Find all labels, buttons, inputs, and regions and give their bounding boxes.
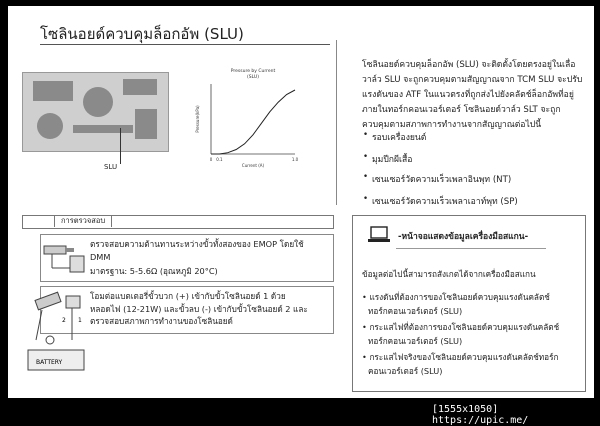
y-axis-label: Pressure(kPa) [195, 105, 200, 133]
valve-body-photo [22, 72, 169, 152]
chart-title: Pressure by Current [230, 69, 276, 74]
description-line: แรงดันของ ATF ในแนวตรงที่ถูกส่งไปยังคลัตช์ล็อกอัพที่อยู่ [362, 90, 574, 100]
scanner-item-line: ทอร์กคอนเวอร์เตอร์ (SLU) [368, 306, 463, 316]
x-tick-label: 0 [209, 157, 213, 162]
pressure-curve [211, 90, 295, 154]
scanner-item-line: • กระแสไฟจริงของโซลินอยด์ควบคุมแรงดันคลัตช์ทอร์ก [362, 352, 559, 362]
slu-pointer-line [120, 128, 121, 164]
pressure-current-chart [185, 66, 305, 176]
scanner-item-line: • แรงดันที่ต้องการของโซลินอยด์ควบคุมแรงดันคลัตช์ [362, 292, 550, 302]
x-tick-label: 0.1 [216, 157, 223, 162]
column-divider [336, 40, 337, 205]
pin-2-label: 2 [62, 317, 66, 324]
operation-text [90, 290, 320, 328]
page-title: โซลินอยด์ควบคุมล็อกอัพ (SLU) [40, 25, 244, 43]
description-line: ภายในทอร์กคอนเวอร์เตอร์ โซลินอยด์วาล์ว SLT จะถูก [362, 105, 561, 115]
inspection-line: ตรวจสอบความต้านทานระหว่างขั้วทั้งสองของ EMOP โดยใช้ [90, 239, 304, 249]
scanner-item-line: • กระแสไฟที่ต้องการของโซลินอยด์ควบคุมแรงดันคลัตช์ [362, 322, 560, 332]
x-axis-label: Current (A) [241, 163, 265, 168]
scanner-title-rule [396, 248, 546, 249]
scanner-intro: ข้อมูลต่อไปนี้สามารถสังเกตได้จากเครื่องมือสแกน [362, 269, 536, 279]
description [362, 58, 584, 133]
scanner-item-line: ทอร์กคอนเวอร์เตอร์ (SLU) [368, 336, 463, 346]
dmm-probe-illustration [40, 240, 88, 276]
scanner-item-line: คอนเวอร์เตอร์ (SLU) [368, 366, 443, 376]
chart-subtitle: (SLU) [247, 75, 259, 80]
description-line: วาล์ว SLU จะถูกควบคุมตามสัญญาณจาก TCM SLU จะปรับ [362, 75, 583, 85]
operation-line: ตรวจสอบสภาพการทำงานของโซลินอยด์ [90, 316, 233, 326]
inspection-line: มาตรฐาน: 5-5.6Ω (อุณหภูมิ 20°C) [90, 266, 218, 276]
scanner-item [362, 290, 582, 318]
signal-bullet: • เซนเซอร์วัดความเร็วเพลาอินพุท (NT) [372, 172, 572, 186]
description-line: ควบคุมตามสภาพการทำงานจากสัญญาณต่อไปนี้ [362, 120, 542, 130]
signal-bullet: • มุมปีกผีเสื้อ [372, 152, 572, 166]
x-tick-label: 1.0 [291, 157, 299, 162]
pin-1-label: 1 [78, 317, 82, 324]
description-line: โซลินอยด์ควบคุมล็อกอัพ (SLU) จะติดตั้งโดยตรงอยู่ในเลื่อ [362, 60, 576, 70]
scanner-item [362, 320, 582, 348]
battery-label: BATTERY [36, 359, 63, 366]
title-underline [40, 44, 330, 45]
signal-bullet: • รอบเครื่องยนต์ [372, 130, 572, 144]
operation-line: หลอดไฟ (12-21W) และขั้วลบ (-) เข้ากับขั้วโซลินอยด์ 2 และ [90, 303, 308, 314]
scanner-title: -หน้าจอแสดงข้อมูลเครื่องมือสแกน- [398, 232, 529, 242]
laptop-icon [368, 226, 390, 244]
battery-test-diagram [22, 290, 92, 376]
watermark: [1555x1050] https://upic.me/ [432, 404, 529, 426]
inspection-line: DMM [90, 251, 111, 262]
inspection-text [90, 238, 320, 278]
operation-line: โอมต่อแบตเตอรี่ขั้วบวก (+) เข้ากับขั้วโซลินอยด์ 1 ด้วย [90, 291, 286, 301]
signal-bullet: • เซนเซอร์วัดความเร็วเพลาเอาท์พุท (SP) [372, 194, 572, 208]
slu-label: SLU [104, 163, 118, 171]
inspection-header: การตรวจสอบ [54, 215, 112, 227]
scanner-item [362, 350, 582, 378]
